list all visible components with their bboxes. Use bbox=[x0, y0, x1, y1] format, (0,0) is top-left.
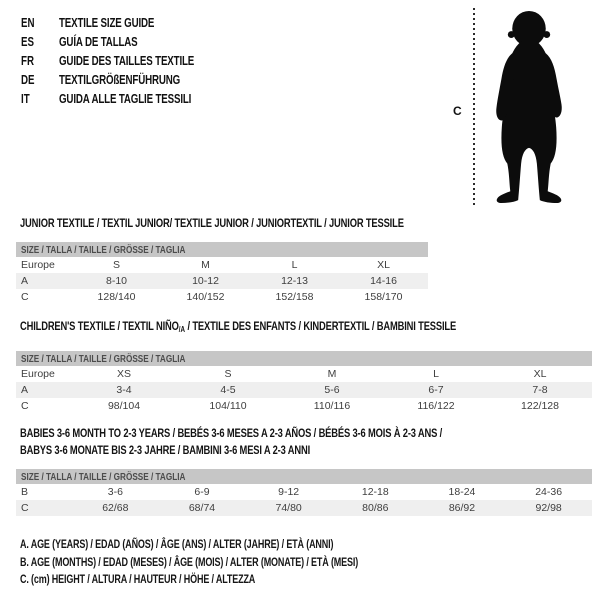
children-title-subscript: /A bbox=[178, 325, 186, 334]
table-row-height bbox=[16, 500, 592, 516]
age-cell: 6-9 bbox=[194, 486, 210, 498]
footnote-age-months: B. AGE (MONTHS) / EDAD (MESES) / ÂGE (MOIS) / ALTER (MONATE) / ETÀ (MESI) bbox=[20, 554, 359, 569]
babies-size-table bbox=[16, 469, 592, 516]
footnote-age-years: A. AGE (YEARS) / EDAD (AÑOS) / ÂGE (ANS) / ALTER (JAHRE) / ETÀ (ANNI) bbox=[20, 537, 334, 551]
table-row-age-months bbox=[16, 484, 592, 500]
babies-title-line1: BABIES 3-6 MONTH TO 2-3 YEARS / BEBÉS 3-6 MESES A 2-3 AÑOS / BÉBÉS 3-6 MOIS À 2-3 ANS / bbox=[20, 426, 443, 440]
children-size-table bbox=[16, 351, 592, 414]
language-code: DE bbox=[21, 72, 35, 87]
table-row-height bbox=[16, 289, 428, 305]
age-cell: 24-36 bbox=[535, 486, 563, 498]
size-cell: L bbox=[291, 259, 298, 271]
age-cell: 5-6 bbox=[280, 382, 384, 398]
size-cell: XS bbox=[116, 368, 131, 380]
height-cell: 98/104 bbox=[107, 400, 141, 412]
height-cell: 152/158 bbox=[275, 291, 314, 303]
language-title: GUIDA ALLE TAGLIE TESSILI bbox=[59, 91, 192, 106]
row-label: A bbox=[16, 382, 72, 398]
age-cell: 12-13 bbox=[250, 273, 339, 289]
language-title: GUÍA DE TALLAS bbox=[59, 34, 138, 49]
height-cell: 128/140 bbox=[97, 291, 136, 303]
language-row-es bbox=[21, 32, 232, 51]
row-label: C bbox=[16, 500, 72, 516]
row-label: C bbox=[21, 291, 29, 303]
baby-silhouette-icon bbox=[483, 8, 575, 205]
size-header-bar bbox=[16, 351, 592, 366]
language-code: FR bbox=[21, 53, 35, 68]
children-title-text: CHILDREN'S TEXTILE / TEXTIL NIÑO bbox=[20, 319, 179, 333]
row-label: Europe bbox=[21, 259, 55, 271]
age-cell: 3-4 bbox=[72, 382, 176, 398]
age-cell: 6-7 bbox=[384, 382, 488, 398]
table-row-europe bbox=[16, 257, 428, 273]
language-title: TEXTILE SIZE GUIDE bbox=[59, 15, 155, 30]
table-row-europe bbox=[16, 366, 592, 382]
language-title-list bbox=[21, 13, 232, 108]
row-label: C bbox=[21, 400, 29, 412]
height-cell: 104/110 bbox=[209, 400, 247, 412]
height-cell: 140/152 bbox=[186, 291, 225, 303]
babies-title-line2: BABYS 3-6 MONATE BIS 2-3 JAHRE / BAMBINI 3-6 MESI A 2-3 ANNI bbox=[20, 443, 311, 457]
language-title: GUIDE DES TAILLES TEXTILE bbox=[59, 53, 195, 68]
height-cell: 122/128 bbox=[521, 400, 559, 412]
age-cell: 10-12 bbox=[161, 273, 250, 289]
size-cell: M bbox=[201, 259, 210, 271]
height-cell: 86/92 bbox=[419, 500, 506, 516]
row-label: B bbox=[21, 486, 29, 498]
language-row-en bbox=[21, 13, 232, 32]
age-cell: 12-18 bbox=[361, 486, 389, 498]
height-cell: 116/122 bbox=[417, 400, 455, 412]
size-cell: M bbox=[327, 368, 337, 380]
size-cell: XL bbox=[377, 259, 390, 271]
age-cell: 8-10 bbox=[72, 273, 161, 289]
height-cell: 62/68 bbox=[72, 500, 159, 516]
height-cell: 80/86 bbox=[332, 500, 419, 516]
language-row-de bbox=[21, 70, 232, 89]
height-cell: 158/170 bbox=[364, 291, 403, 303]
children-title-text: / TEXTILE DES ENFANTS / KINDERTEXTIL / BAMBINI TESSILE bbox=[185, 319, 457, 333]
language-code: EN bbox=[21, 15, 35, 30]
age-cell: 7-8 bbox=[488, 382, 592, 398]
language-row-it bbox=[21, 89, 232, 108]
size-header-label: SIZE / TALLA / TAILLE / GRÖSSE / TAGLIA bbox=[21, 352, 186, 365]
size-header-bar bbox=[16, 469, 592, 484]
table-row-height bbox=[16, 398, 592, 414]
language-code: IT bbox=[21, 91, 30, 106]
babies-section-title bbox=[20, 425, 442, 459]
height-cell: 74/80 bbox=[245, 500, 332, 516]
size-cell: L bbox=[433, 368, 439, 380]
row-label: A bbox=[16, 273, 72, 289]
age-cell: 14-16 bbox=[339, 273, 428, 289]
size-header-bar bbox=[16, 242, 428, 257]
size-cell: XL bbox=[533, 368, 547, 380]
height-cell: 92/98 bbox=[505, 500, 592, 516]
age-cell: 9-12 bbox=[278, 486, 300, 498]
language-row-fr bbox=[21, 51, 232, 70]
size-cell: S bbox=[112, 259, 120, 271]
language-title: TEXTILGRÖßENFÜHRUNG bbox=[59, 72, 181, 87]
legend-footnotes bbox=[20, 536, 471, 589]
height-measure-label: C bbox=[453, 104, 462, 118]
table-row-age bbox=[16, 382, 592, 398]
junior-section-title: JUNIOR TEXTILE / TEXTIL JUNIOR/ TEXTILE JUNIOR / JUNIORTEXTIL / JUNIOR TESSILE bbox=[20, 216, 404, 230]
row-label: Europe bbox=[21, 368, 55, 380]
height-dotted-line bbox=[473, 8, 475, 207]
age-cell: 18-24 bbox=[448, 486, 476, 498]
junior-size-table bbox=[16, 242, 428, 305]
language-code: ES bbox=[21, 34, 35, 49]
size-header-label: SIZE / TALLA / TAILLE / GRÖSSE / TAGLIA bbox=[21, 243, 186, 256]
age-cell: 4-5 bbox=[176, 382, 280, 398]
table-row-age bbox=[16, 273, 428, 289]
height-cell: 68/74 bbox=[159, 500, 246, 516]
height-cell: 110/116 bbox=[313, 400, 351, 412]
size-header-label: SIZE / TALLA / TAILLE / GRÖSSE / TAGLIA bbox=[21, 470, 186, 483]
footnote-height-cm: C. (cm) HEIGHT / ALTURA / HAUTEUR / HÖHE / ALTEZZA bbox=[20, 572, 256, 586]
size-cell: S bbox=[224, 368, 232, 380]
children-section-title bbox=[20, 319, 456, 334]
age-cell: 3-6 bbox=[107, 486, 123, 498]
